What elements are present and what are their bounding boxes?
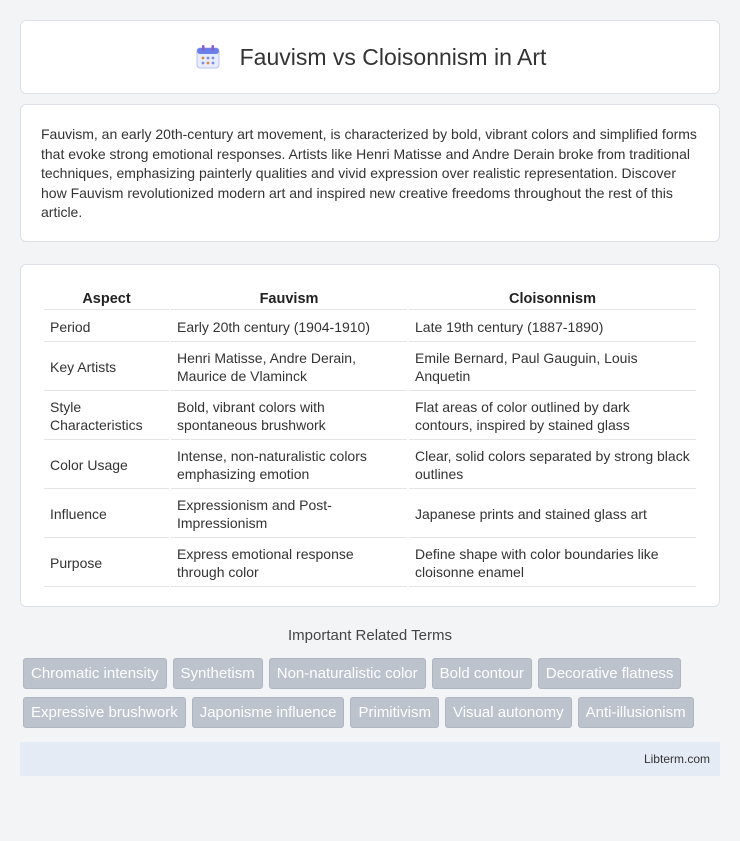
- header-fauvism: Fauvism: [171, 287, 407, 310]
- table-row: [44, 442, 696, 489]
- intro-card: [20, 104, 720, 242]
- tag-non-naturalistic-color[interactable]: Non-naturalistic color: [269, 658, 426, 689]
- table-row: [44, 393, 696, 440]
- table-row: [44, 312, 696, 342]
- intro-text: Fauvism, an early 20th-century art movement, is characterized by bold, vibrant colors and simplified forms that evoke strong emotional responses. Artists like Henri Matisse and Andre Derain broke from traditional techniques, emphasizing painterly qualities and vivid expression over realistic representation. Discover how Fauvism revolutionized modern art and inspired new creative freedoms throughout the rest of this article.: [41, 126, 697, 221]
- tag-expressive-brushwork[interactable]: Expressive brushwork: [23, 697, 186, 728]
- related-terms-title: Important Related Terms: [288, 627, 452, 644]
- row-cloisonnism: Japanese prints and stained glass art: [409, 491, 696, 538]
- row-aspect: Key Artists: [44, 344, 169, 391]
- header-cloisonnism: Cloisonnism: [409, 287, 696, 310]
- row-aspect: Style Characteristics: [44, 393, 169, 440]
- row-cloisonnism: Clear, solid colors separated by strong black outlines: [409, 442, 696, 489]
- tag-bold-contour[interactable]: Bold contour: [432, 658, 532, 689]
- tag-synthetism[interactable]: Synthetism: [173, 658, 263, 689]
- row-cloisonnism: Flat areas of color outlined by dark contours, inspired by stained glass: [409, 393, 696, 440]
- row-fauvism: Henri Matisse, Andre Derain, Maurice de Vlaminck: [171, 344, 407, 391]
- row-fauvism: Expressionism and Post-Impressionism: [171, 491, 407, 538]
- table-row: [44, 344, 696, 391]
- tag-visual-autonomy[interactable]: Visual autonomy: [445, 697, 572, 728]
- comparison-table: [42, 285, 698, 589]
- row-fauvism: Bold, vibrant colors with spontaneous brushwork: [171, 393, 407, 440]
- page-title: Fauvism vs Cloisonnism in Art: [239, 43, 547, 70]
- calendar-icon: [194, 43, 222, 71]
- row-cloisonnism: Define shape with color boundaries like cloisonne enamel: [409, 540, 696, 587]
- comparison-card: [20, 264, 720, 607]
- header-aspect: Aspect: [44, 287, 169, 310]
- row-fauvism: Intense, non-naturalistic colors emphasizing emotion: [171, 442, 407, 489]
- row-fauvism: Express emotional response through color: [171, 540, 407, 587]
- row-aspect: Color Usage: [44, 442, 169, 489]
- table-row: [44, 491, 696, 538]
- table-row: [44, 540, 696, 587]
- row-cloisonnism: Late 19th century (1887-1890): [409, 312, 696, 342]
- row-aspect: Period: [44, 312, 169, 342]
- header-card: [20, 20, 720, 94]
- tag-japonisme-influence[interactable]: Japonisme influence: [192, 697, 345, 728]
- row-fauvism: Early 20th century (1904-1910): [171, 312, 407, 342]
- related-terms-list: [20, 658, 720, 728]
- tag-chromatic-intensity[interactable]: Chromatic intensity: [23, 658, 167, 689]
- tag-anti-illusionism[interactable]: Anti-illusionism: [578, 697, 694, 728]
- row-aspect: Influence: [44, 491, 169, 538]
- tag-decorative-flatness[interactable]: Decorative flatness: [538, 658, 682, 689]
- footer: [20, 742, 720, 776]
- footer-site-link[interactable]: Libterm.com: [643, 752, 710, 766]
- tag-primitivism[interactable]: Primitivism: [350, 697, 439, 728]
- row-cloisonnism: Emile Bernard, Paul Gauguin, Louis Anquetin: [409, 344, 696, 391]
- table-header-row: [44, 287, 696, 310]
- row-aspect: Purpose: [44, 540, 169, 587]
